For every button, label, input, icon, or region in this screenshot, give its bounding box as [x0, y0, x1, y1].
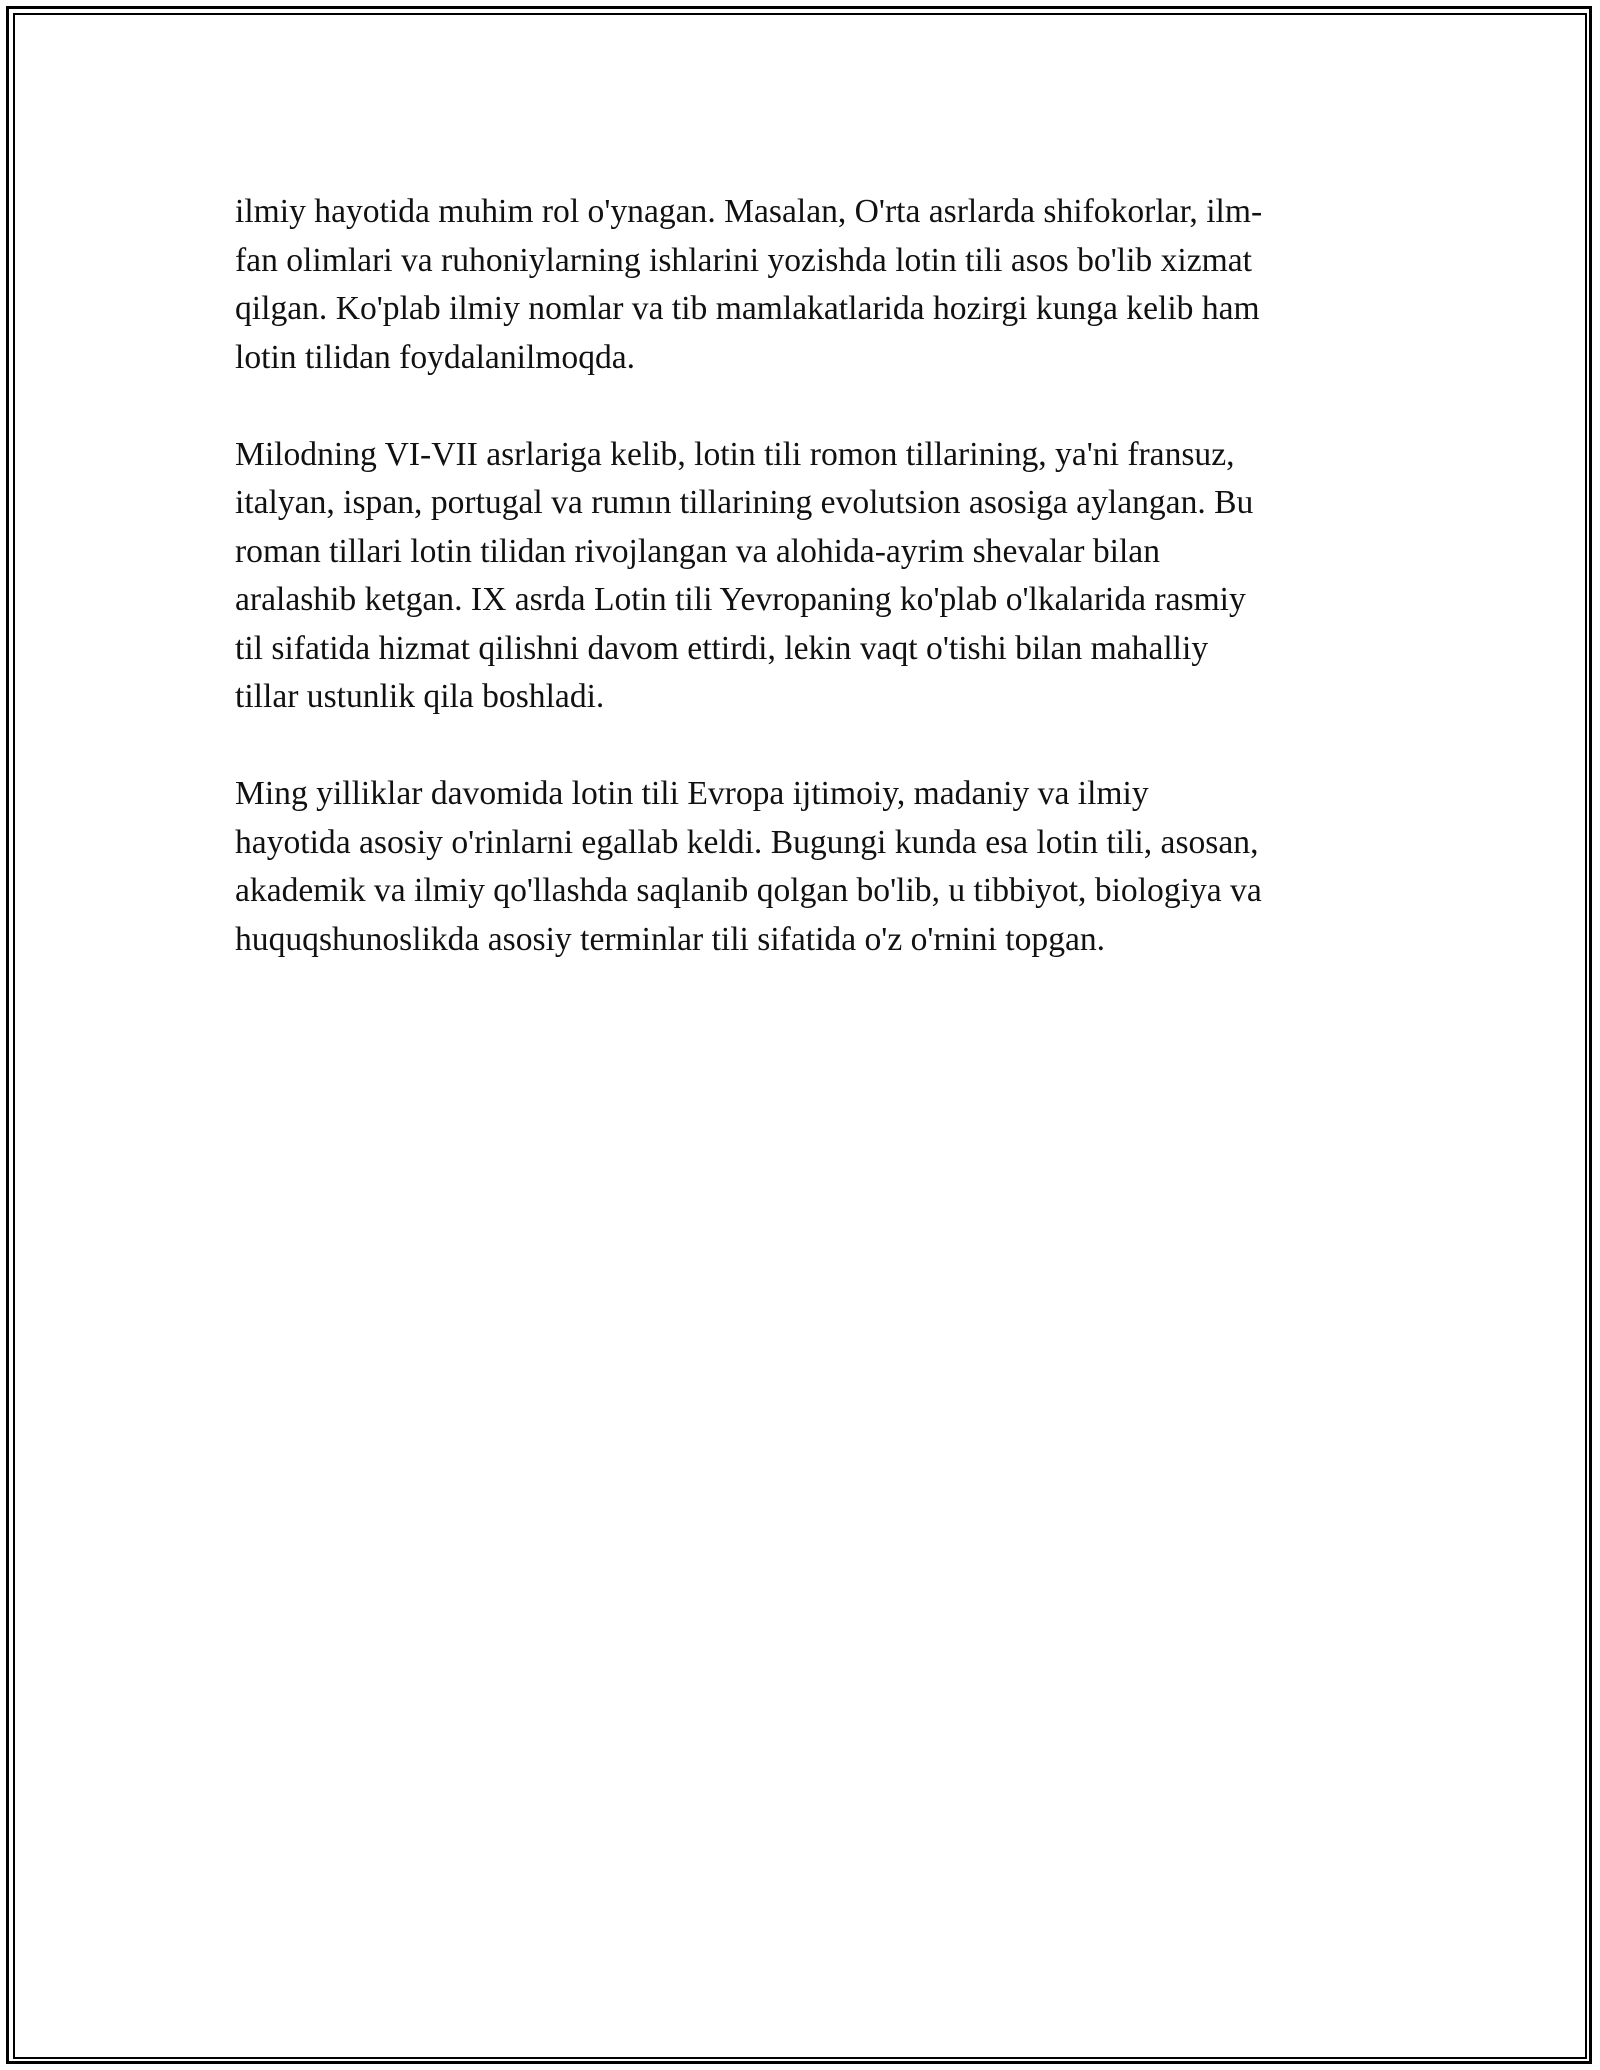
document-body — [235, 188, 1365, 1013]
text-line: aralashib ketgan. IX asrda Lotin tili Yevropaning ko'plab o'lkalarida rasmiy — [235, 581, 1246, 618]
text-line: lotin tilidan foydalanilmoqda. — [235, 338, 636, 376]
text-line: akademik va ilmiy qo'llashda saqlanib qolgan bo'lib, u tibbiyot, biologiya va — [235, 872, 1262, 909]
text-line: italyan, ispan, portugal va rumın tillarining evolutsion asosiga aylangan. Bu — [235, 484, 1254, 521]
text-line: til sifatida hizmat qilishni davom ettirdi, lekin vaqt o'tishi bilan mahalliy — [235, 629, 1209, 667]
text-line: hayotida asosiy o'rinlarni egallab keldi. Bugungi kunda esa lotin tili, asosan, — [235, 823, 1259, 861]
text-line: ilmiy hayotida muhim rol o'ynagan. Masalan, O'rta asrlarda shifokorlar, ilm- — [235, 193, 1263, 230]
text-line: Milodning VI-VII asrlariga kelib, lotin tili romon tillarining, ya'ni fransuz, — [235, 435, 1235, 473]
paragraph-2 — [235, 431, 1365, 722]
text-line: huquqshunoslikda asosiy terminlar tili sifatida o'z o'rnini topgan. — [235, 920, 1106, 958]
text-line: fan olimlari va ruhoniylarning ishlarini yozishda lotin tili asos bo'lib xizmat — [235, 241, 1252, 279]
text-line: tillar ustunlik qila boshladi. — [235, 678, 605, 715]
paragraph-3 — [235, 770, 1365, 964]
text-line: qilgan. Ko'plab ilmiy nomlar va tib mamlakatlarida hozirgi kunga kelib ham — [235, 290, 1260, 327]
text-line: Ming yilliklar davomida lotin tili Evropa ijtimoiy, madaniy va ilmiy — [235, 775, 1149, 812]
paragraph-1 — [235, 188, 1365, 382]
text-line: roman tillari lotin tilidan rivojlangan va alohida-ayrim shevalar bilan — [235, 532, 1160, 570]
